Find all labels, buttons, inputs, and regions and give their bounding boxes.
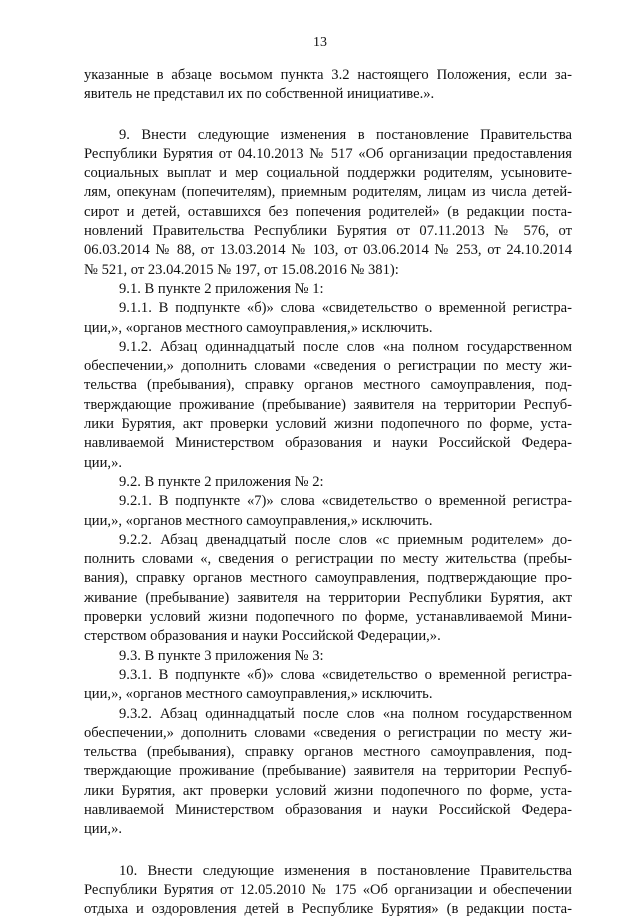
text-line: новлений Правительства Республики Бурятия от 07.11.2013 № 576, от xyxy=(84,223,572,240)
text-line: ции,», «органов местного самоуправления,» исключить. xyxy=(84,686,433,703)
text-line: 10. Внести следующие изменения в постановление Правительства xyxy=(119,862,572,879)
text-line: лики Бурятия, акт проверки условий жизни подопечного по форме, уста- xyxy=(84,416,572,433)
text-line: навливаемой Министерством образования и науки Российской Федера- xyxy=(84,801,572,818)
document-body xyxy=(84,66,572,919)
text-line: тверждающие проживание (пребывание) заявителя на территории Респуб- xyxy=(84,396,572,413)
text-line: 9. Внести следующие изменения в постановление Правительства xyxy=(119,126,572,143)
text-line: социальных выплат и мер социальной поддержки родителям, усыновите- xyxy=(84,165,572,182)
text-line: 06.03.2014 № 88, от 13.03.2014 № 103, от 03.06.2014 № 253, от 24.10.2014 xyxy=(84,242,572,259)
text-line: тельства (пребывания), справку органов местного самоуправления, под- xyxy=(84,377,572,394)
text-line: 9.1.2. Абзац одиннадцатый после слов «на полном государственном xyxy=(119,338,572,355)
text-line: № 521, от 23.04.2015 № 197, от 15.08.2016 № 381): xyxy=(84,261,399,278)
text-line: сирот и детей, оставшихся без попечения родителей» (в редакции поста- xyxy=(84,203,572,220)
text-line: ции,», «органов местного самоуправления,» исключить. xyxy=(84,319,433,336)
text-line: навливаемой Министерством образования и науки Российской Федера- xyxy=(84,435,572,452)
text-line: ции,». xyxy=(84,454,123,471)
text-line: Республики Бурятия от 04.10.2013 № 517 «Об организации предоставления xyxy=(84,145,572,162)
text-line: обеспечении,» дополнить словами «сведения о регистрации по месту жи- xyxy=(84,724,572,741)
text-line: лям, опекунам (попечителям), приемным родителям, лицам из числа детей- xyxy=(84,184,572,201)
paragraph-block xyxy=(84,862,572,919)
text-line: ции,», «органов местного самоуправления,» исключить. xyxy=(84,512,433,529)
text-line: отдыха и оздоровления детей в Республике Бурятия» (в редакции поста- xyxy=(84,901,572,918)
text-line: проверки условий жизни подопечного по форме, устанавливаемой Мини- xyxy=(84,609,572,626)
text-line: указанные в абзаце восьмом пункта 3.2 настоящего Положения, если за- xyxy=(84,67,572,83)
text-line: полнить словами «, сведения о регистрации по месту жительства (пребы- xyxy=(84,551,572,568)
paragraph-block xyxy=(84,66,572,105)
text-line: 9.3.2. Абзац одиннадцатый после слов «на полном государственном xyxy=(119,705,572,722)
text-line: лики Бурятия, акт проверки условий жизни подопечного по форме, уста- xyxy=(84,782,572,799)
text-line: обеспечении,» дополнить словами «сведения о регистрации по месту жи- xyxy=(84,358,572,375)
text-line: стерством образования и науки Российской Федерации,». xyxy=(84,628,441,645)
paragraph-block xyxy=(84,126,572,840)
text-line: 9.2. В пункте 2 приложения № 2: xyxy=(119,473,324,490)
text-line: вания), справку органов местного самоуправления, подтверждающие про- xyxy=(84,570,572,587)
text-line: Республики Бурятия от 12.05.2010 № 175 «Об организации и обеспечении xyxy=(84,881,572,898)
page-number: 13 xyxy=(313,35,327,50)
text-line: 9.1. В пункте 2 приложения № 1: xyxy=(119,280,324,297)
text-line: живание (пребывание) заявителя на территории Республики Бурятия, акт xyxy=(84,589,572,606)
text-line: тельства (пребывания), справку органов местного самоуправления, под- xyxy=(84,744,572,761)
text-line: 9.1.1. В подпункте «б)» слова «свидетельство о временной регистра- xyxy=(119,300,572,317)
text-line: 9.3.1. В подпункте «б)» слова «свидетельство о временной регистра- xyxy=(119,666,572,683)
text-line: ции,». xyxy=(84,821,123,838)
text-line: 9.3. В пункте 3 приложения № 3: xyxy=(119,647,324,664)
text-line: явитель не представил их по собственной инициативе.». xyxy=(84,86,435,103)
text-line: 9.2.1. В подпункте «7)» слова «свидетельство о временной регистра- xyxy=(119,493,572,510)
text-line: 9.2.2. Абзац двенадцатый после слов «с приемным родителем» до- xyxy=(119,531,572,548)
text-line: тверждающие проживание (пребывание) заявителя на территории Респуб- xyxy=(84,763,572,780)
